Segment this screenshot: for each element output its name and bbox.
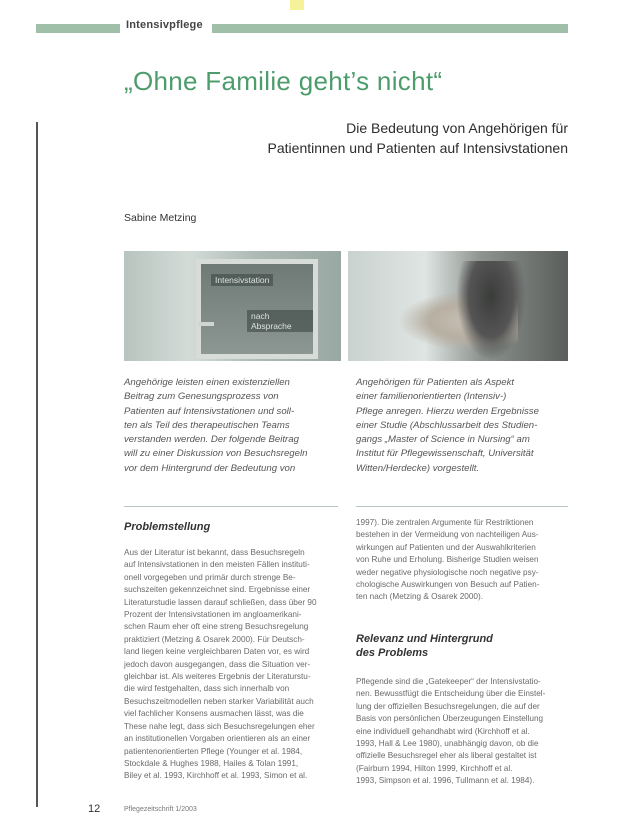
body-line: 1997). Die zentralen Argumente für Restriktionen — [356, 518, 534, 527]
door-handle — [198, 322, 214, 326]
article-title: „Ohne Familie geht’s nicht“ — [124, 66, 443, 96]
body-line: viel fachlicher Konsens ausmachen lässt, was die — [124, 709, 304, 719]
heading-line-1: Relevanz und Hintergrund — [356, 633, 493, 645]
body-line: Prozent der Intensivstationen im angloamerikani- — [124, 610, 302, 620]
highlight-mark — [290, 0, 304, 10]
heading-problemstellung: Problemstellung — [124, 521, 211, 533]
lead-text-left — [124, 376, 334, 476]
margin-rule — [36, 122, 38, 807]
body-line: an institutionellen Vorgaben orientieren als an einer — [124, 734, 311, 744]
body-line: patientenorientierten Pflege (Younger et al. 1984, — [124, 746, 303, 756]
lead-line: gangs „Master of Science in Nursing“ am — [356, 434, 530, 446]
body-line: die wird festgehalten, dass sich innerhalb von — [124, 684, 290, 694]
lead-line: will zu einer Diskussion von Besuchsregeln — [124, 448, 308, 460]
subtitle-line-2: Patientinnen und Patienten auf Intensivstationen — [267, 140, 568, 156]
body-line: gleichbar ist. Als weiteres Ergebnis der Literaturstu- — [124, 672, 311, 682]
door-sign-2: nach Absprache — [247, 310, 313, 332]
body-line: 1993, Hall & Lee 1980), unabhängig davon, ob die — [356, 739, 539, 749]
door-window — [196, 259, 318, 359]
photo-person — [456, 261, 526, 361]
header-bar-left — [36, 24, 120, 33]
magazine-name: Pflegezeitschrift 1/2003 — [124, 806, 197, 813]
section-label: Intensivpflege — [126, 19, 203, 31]
body-line: bestehen in der Vermeidung von nachteiligen Aus- — [356, 530, 539, 540]
lead-line: einer Studie (Abschlussarbeit des Studien- — [356, 419, 538, 431]
body-line: land liegen keine vergleichbaren Daten vor, es wird — [124, 647, 310, 657]
body-line: praktiziert (Metzing & Osarek 2000). Für Deutsch- — [124, 634, 305, 644]
lead-line: Angehörige leisten einen existenziellen — [124, 377, 290, 388]
body-line: onell vorgegeben und primär durch strenge Be- — [124, 572, 296, 582]
body-line: weder negative physiologische noch negative psy- — [356, 567, 539, 577]
lead-line: Witten/Herdecke) vorgestellt. — [356, 462, 480, 474]
lead-line: ten als Teil des therapeutischen Teams — [124, 419, 290, 431]
photo-patient-visitor — [348, 251, 568, 361]
heading-line-2: des Problems — [356, 647, 429, 659]
lead-line: Institut für Pflegewissenschaft, Universität — [356, 448, 534, 460]
body-line: ten nach (Metzing & Osarek 2000). — [356, 592, 483, 602]
body-line: schen Raum eher oft eine streng Besuchsregelung — [124, 622, 309, 632]
body-line: Biley et al. 1993, Kirchhoff et al. 1993, Simon et al. — [124, 771, 308, 781]
body-line: Stockdale & Hughes 1988, Hailes & Tolan 1991, — [124, 758, 299, 768]
body-line: Besuchszeitmodellen neben starker Variabilität auch — [124, 696, 314, 706]
body-line: Literaturstudie lassen darauf schließen, dass über 90 — [124, 597, 317, 607]
body-line: jedoch davon ausgegangen, dass die Situation ver- — [124, 659, 311, 669]
column-divider-right — [356, 506, 568, 507]
column-divider-left — [124, 506, 338, 507]
body-line: (Fairburn 1994, Hilton 1999, Kirchhoff et al. — [356, 763, 513, 773]
subtitle-line-1: Die Bedeutung von Angehörigen für — [346, 120, 568, 136]
body-line: Pflegende sind die „Gatekeeper“ der Intensivstatio- — [356, 677, 541, 686]
lead-text-right — [356, 376, 566, 476]
photo-icu-door — [124, 251, 341, 361]
body-line: Basis von persönlichen Überzeugungen Einstellung — [356, 714, 544, 724]
body-line: nen. Bewusstfügt die Entscheidung über die Einstel- — [356, 689, 546, 699]
body-line: suchszeiten gekennzeichnet sind. Ergebnisse einer — [124, 585, 311, 595]
lead-line: vor dem Hintergrund der Bedeutung von — [124, 462, 296, 474]
lead-line: verstanden werden. Der folgende Beitrag — [124, 434, 299, 446]
body-column-right-intro — [356, 517, 539, 604]
body-line: offizielle Besuchsregel eher als liberal gestaltet ist — [356, 751, 537, 761]
article-subtitle — [268, 118, 568, 158]
lead-line: einer familienorientierten (Intensiv-) — [356, 391, 507, 403]
header-bar-right — [212, 24, 568, 33]
body-line: chologische Auswirkungen von Besuch auf Patien- — [356, 580, 540, 590]
page-number: 12 — [88, 803, 101, 815]
lead-line: Patienten auf Intensivstationen und soll- — [124, 405, 295, 417]
body-line: auf Intensivstationen in den meisten Fällen instituti- — [124, 560, 310, 570]
body-column-left — [124, 547, 317, 783]
lead-line: Pflege anregen. Hierzu werden Ergebnisse — [356, 405, 539, 417]
body-column-right — [356, 676, 545, 788]
lead-line: Beitrag zum Genesungsprozess von — [124, 391, 279, 403]
lead-line: Angehörigen für Patienten als Aspekt — [356, 377, 515, 388]
heading-relevanz — [356, 632, 493, 660]
body-line: von Ruhe und Erholung. Bisherige Studien weisen — [356, 555, 539, 565]
body-line: eine individuell gehandhabt wird (Kirchhoff et al. — [356, 726, 530, 736]
body-line: wirkungen auf Patienten und der Auswahlkriterien — [356, 542, 536, 552]
article-author: Sabine Metzing — [124, 212, 197, 224]
body-line: Aus der Literatur ist bekannt, dass Besuchsregeln — [124, 548, 305, 557]
body-line: 1993, Simpson et al. 1996, Tullmann et al. 1984). — [356, 776, 535, 786]
body-line: lung der offiziellen Besuchsregelungen, die auf der — [356, 701, 540, 711]
body-line: These nahe legt, dass sich Besuchsregelungen eher — [124, 721, 315, 731]
door-sign-1: Intensivstation — [211, 274, 273, 286]
